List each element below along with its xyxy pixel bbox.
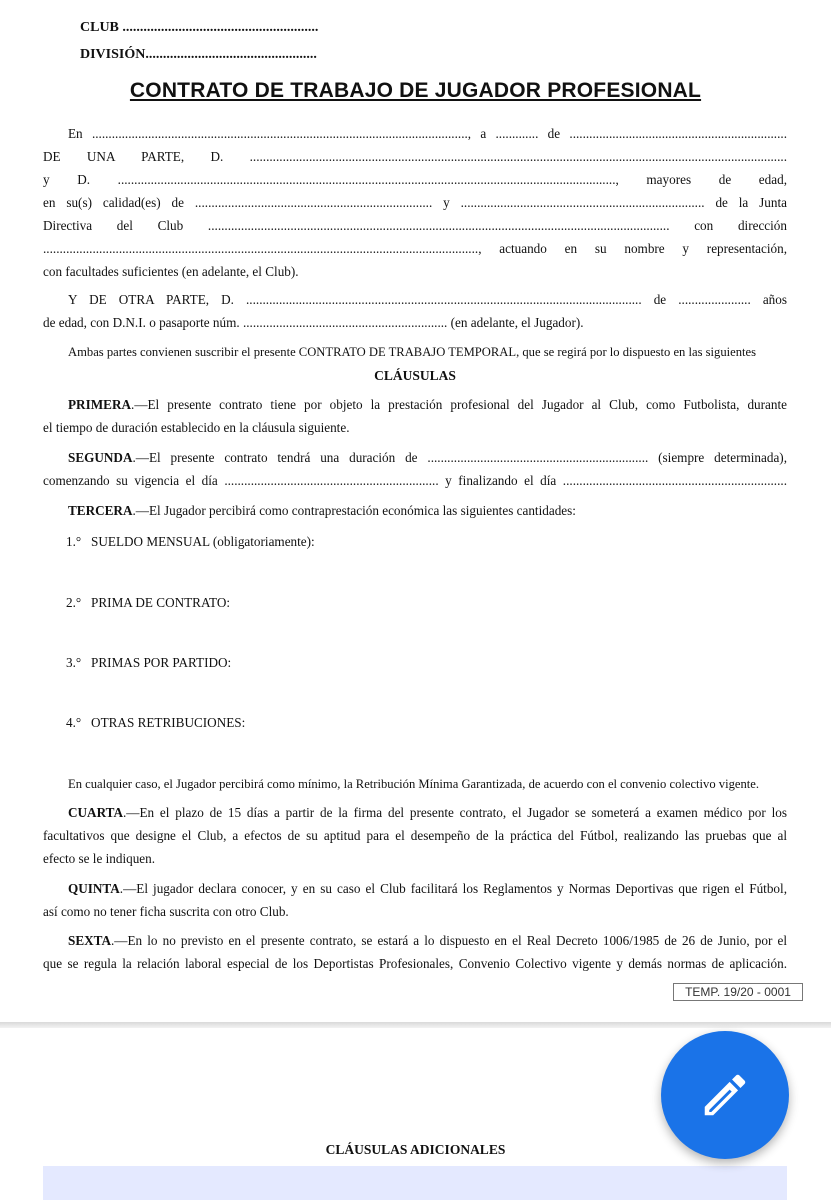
otra-parte-line-2: de edad, con D.N.I. o pasaporte núm. .............................................................. (en adelante, el Jugador). [43, 315, 584, 330]
intro-line-1: En .................................................................................................................., a ............. de .................................................................. [68, 126, 787, 141]
contract-title: CONTRATO DE TRABAJO DE JUGADOR PROFESIONAL [129, 79, 702, 102]
clause-cuarta-line-2: facultativos que designe el Club, a efectos de su aptitud para el desempeño de la práctica del Fútbol, realizando las pruebas que al [43, 828, 787, 843]
clausulas-adicionales-heading: CLÁUSULAS ADICIONALES [325, 1142, 506, 1157]
intro-line-6: ...................................................................................................................................., actuando en su nombre y representación, [43, 241, 787, 256]
clause-segunda-line-2: comenzando su vigencia el día ................................................................. y finalizando el día .................................................................... [43, 473, 787, 488]
division-field: DIVISIÓN................................................. [80, 47, 317, 62]
clause-primera-label: PRIMERA [68, 397, 132, 412]
ambas-partes-text: Ambas partes convienen suscribir el presente CONTRATO DE TRABAJO TEMPORAL, que se regirá por lo dispuesto en las siguientes [68, 345, 757, 359]
pencil-icon [698, 1068, 752, 1122]
otra-parte-line-1: Y DE OTRA PARTE, D. ........................................................................................................................ de ...................... años [68, 292, 787, 307]
intro-line-5: Directiva del Club ............................................................................................................................................ con dirección [43, 218, 787, 233]
clause-tercera-line-1: TERCERA.—El Jugador percibirá como contraprestación económica las siguientes cantidades: [68, 503, 576, 518]
minimo-text: En cualquier caso, el Jugador percibirá como mínimo, la Retribución Mínima Garantizada, de acuerdo con el convenio colectivo vigente. [68, 777, 760, 791]
clause-segunda-label: SEGUNDA [68, 450, 133, 465]
clause-sexta-line-1: SEXTA.—En lo no previsto en el presente contrato, se estará a lo dispuesto en el Real Decreto 1006/1985 de 26 de Junio, por el [68, 933, 787, 948]
clause-sexta-line-2: que se regula la relación laboral especial de los Deportistas Profesionales, Convenio Colectivo vigente y demás normas de aplicación. [43, 956, 787, 971]
club-field: CLUB ........................................................ [80, 20, 319, 35]
clause-quinta-line-2: así como no tener ficha suscrita con otro Club. [43, 904, 289, 919]
clause-cuarta-label: CUARTA [68, 805, 123, 820]
item-sueldo: 1.° SUELDO MENSUAL (obligatoriamente): [66, 534, 315, 549]
clause-quinta-label: QUINTA [68, 881, 120, 896]
edit-fab-button[interactable] [661, 1031, 789, 1159]
clause-sexta-label: SEXTA [68, 933, 111, 948]
clause-cuarta-line-3: efecto se le indiquen. [43, 851, 156, 866]
clause-tercera-label: TERCERA [68, 503, 133, 518]
intro-line-4: en su(s) calidad(es) de ........................................................................ y .......................................................................... de la Junta [43, 195, 787, 210]
template-stamp: TEMP. 19/20 - 0001 [673, 983, 803, 1001]
clause-cuarta-line-1: CUARTA.—En el plazo de 15 días a partir de la firma del presente contrato, el Jugador se someterá a examen médico por los [68, 805, 787, 820]
intro-line-2: DE UNA PARTE, D. ................................................................................................................................................................... [43, 149, 787, 164]
item-otras-retribuciones: 4.° OTRAS RETRIBUCIONES: [66, 715, 246, 730]
clausulas-heading: CLÁUSULAS [374, 368, 456, 383]
clause-quinta-line-1: QUINTA.—El jugador declara conocer, y en su caso el Club facilitará los Reglamentos y Normas Deportivas que rigen el Fútbol, [68, 881, 787, 896]
intro-line-3: y D. ......................................................................................................................................................., mayores de edad, [43, 172, 787, 187]
additional-clauses-field[interactable] [43, 1166, 787, 1200]
clause-primera-line-1: PRIMERA.—El presente contrato tiene por objeto la prestación profesional del Jugador al Club, como Futbolista, durante [68, 397, 787, 412]
intro-line-7: con facultades suficientes (en adelante, el Club). [43, 264, 299, 279]
clause-primera-line-2: el tiempo de duración establecido en la cláusula siguiente. [43, 420, 350, 435]
clause-segunda-line-1: SEGUNDA.—El presente contrato tendrá una duración de ................................................................... (siempre determinada), [68, 450, 787, 465]
item-prima-contrato: 2.° PRIMA DE CONTRATO: [66, 595, 231, 610]
item-primas-partido: 3.° PRIMAS POR PARTIDO: [66, 655, 232, 670]
